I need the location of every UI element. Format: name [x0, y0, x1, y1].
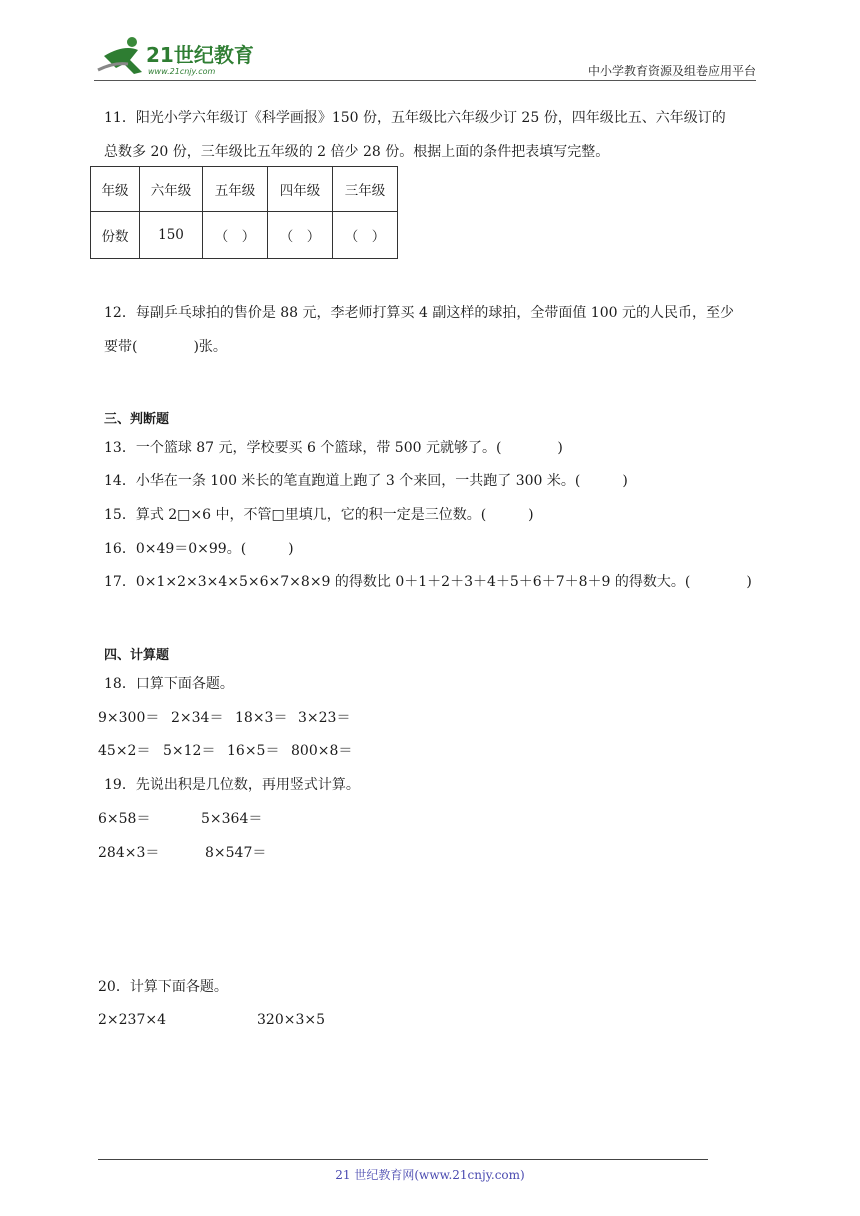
- question-18: 18．口算下面各题。: [104, 676, 234, 692]
- oral-calc-item: 45×2＝: [98, 743, 151, 759]
- footer-divider: [98, 1159, 708, 1160]
- oral-calc-item: 2×34＝: [171, 710, 224, 726]
- question-15: 15．算式 2□×6 中，不管□里填几，它的积一定是三位数。( ): [104, 507, 534, 523]
- oral-calc-item: 800×8＝: [291, 743, 353, 759]
- section-title: 三、判断题: [104, 412, 170, 427]
- oral-calc-item: 18×3＝: [235, 710, 288, 726]
- oral-calc-item: 16×5＝: [227, 743, 280, 759]
- oral-calc-item: 3×23＝: [298, 710, 351, 726]
- q12-line1: 12．每副乒乓球拍的售价是 88 元，李老师打算买 4 副这样的球拍，全带面值 100 元的人民币，至少: [104, 305, 734, 321]
- table-cell: 三年级: [333, 167, 398, 212]
- table-cell: 份数: [91, 212, 140, 259]
- table-cell: （ ）: [333, 212, 398, 259]
- question-17: 17．0×1×2×3×4×5×6×7×8×9 的得数比 0＋1＋2＋3＋4＋5＋6＋7＋8＋9 的得数大。( ): [104, 574, 752, 590]
- calc-item: 2×237×4: [98, 1012, 166, 1028]
- table-cell: 150: [140, 212, 203, 259]
- q12-line2: 要带( )张。: [104, 339, 227, 355]
- vertical-calc-item: 6×58＝: [98, 811, 151, 827]
- question-16: 16．0×49＝0×99。( ): [104, 541, 294, 557]
- header-divider: [94, 80, 756, 81]
- oral-calc-item: 9×300＝: [98, 710, 160, 726]
- table-row: [91, 212, 398, 259]
- section-title: 四、计算题: [104, 648, 170, 663]
- site-logo: [94, 34, 259, 78]
- question-20: 20．计算下面各题。: [98, 979, 228, 995]
- q11-line1: 11．阳光小学六年级订《科学画报》150 份，五年级比六年级少订 25 份，四年级比五、六年级订的: [104, 110, 726, 126]
- question-13: 13．一个篮球 87 元，学校要买 6 个篮球，带 500 元就够了。( ): [104, 440, 563, 456]
- table-cell: 五年级: [203, 167, 268, 212]
- question-14: 14．小华在一条 100 米长的笔直跑道上跑了 3 个来回，一共跑了 300 米。( ): [104, 473, 628, 489]
- table-cell: （ ）: [268, 212, 333, 259]
- q11-line2: 总数多 20 份，三年级比五年级的 2 倍少 28 份。根据上面的条件把表填写完整。: [104, 144, 610, 160]
- vertical-calc-item: 5×364＝: [201, 811, 263, 827]
- header-title: 中小学教育资源及组卷应用平台: [587, 64, 756, 78]
- table-cell: 四年级: [268, 167, 333, 212]
- vertical-calc-item: 8×547＝: [205, 845, 267, 861]
- calc-item: 320×3×5: [257, 1012, 325, 1028]
- vertical-calc-item: 284×3＝: [98, 845, 160, 861]
- table-row: [91, 167, 398, 212]
- table-cell: 六年级: [140, 167, 203, 212]
- runner-icon: [98, 37, 142, 74]
- logo-text: 21世纪教育: [146, 43, 254, 67]
- table-cell: （ ）: [203, 212, 268, 259]
- table-cell: 年级: [91, 167, 140, 212]
- logo-url: www.21cnjy.com: [148, 67, 216, 76]
- question-19: 19．先说出积是几位数，再用竖式计算。: [104, 777, 360, 793]
- footer-link[interactable]: 21 世纪教育网(www.21cnjy.com): [335, 1168, 525, 1182]
- oral-calc-item: 5×12＝: [163, 743, 216, 759]
- grade-table: [90, 166, 398, 259]
